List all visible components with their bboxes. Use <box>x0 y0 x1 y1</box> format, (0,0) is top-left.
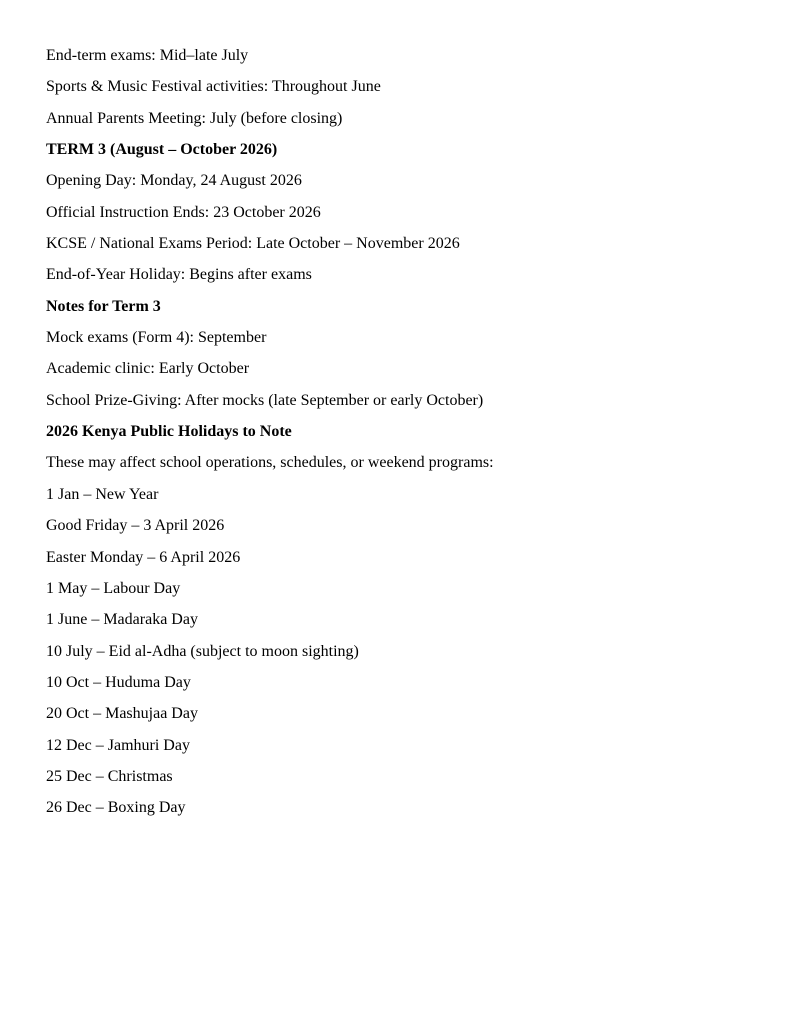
line-holiday-christmas: 25 Dec – Christmas <box>46 767 173 785</box>
line-official-instruction-ends: Official Instruction Ends: 23 October 2026 <box>46 203 321 221</box>
heading-term-3: TERM 3 (August – October 2026) <box>46 141 278 159</box>
line-holiday-jamhuri-day: 12 Dec – Jamhuri Day <box>46 736 190 754</box>
line-annual-parents-meeting: Annual Parents Meeting: July (before closing) <box>46 109 343 127</box>
line-sports-music-festival: Sports & Music Festival activities: Throughout June <box>46 78 381 96</box>
line-holidays-intro: These may affect school operations, schedules, or weekend programs: <box>46 454 494 472</box>
line-holiday-madaraka-day: 1 June – Madaraka Day <box>46 611 198 629</box>
line-mock-exams: Mock exams (Form 4): September <box>46 329 267 347</box>
line-end-of-year-holiday: End-of-Year Holiday: Begins after exams <box>46 266 312 284</box>
line-holiday-eid-al-adha: 10 July – Eid al-Adha (subject to moon sighting) <box>46 642 359 660</box>
line-holiday-boxing-day: 26 Dec – Boxing Day <box>46 799 186 817</box>
line-kcse-exams-period: KCSE / National Exams Period: Late October – November 2026 <box>46 235 460 253</box>
heading-notes-term-3: Notes for Term 3 <box>46 297 161 315</box>
line-holiday-new-year: 1 Jan – New Year <box>46 485 159 503</box>
line-holiday-mashujaa-day: 20 Oct – Mashujaa Day <box>46 705 198 723</box>
line-school-prize-giving: School Prize-Giving: After mocks (late September or early October) <box>46 391 484 409</box>
heading-2026-public-holidays: 2026 Kenya Public Holidays to Note <box>46 423 292 441</box>
line-academic-clinic: Academic clinic: Early October <box>46 360 250 378</box>
line-holiday-huduma-day: 10 Oct – Huduma Day <box>46 673 191 691</box>
line-end-term-exams: End-term exams: Mid–late July <box>46 47 249 64</box>
line-holiday-easter-monday: Easter Monday – 6 April 2026 <box>46 548 241 566</box>
line-holiday-labour-day: 1 May – Labour Day <box>46 579 181 597</box>
line-holiday-good-friday: Good Friday – 3 April 2026 <box>46 517 225 535</box>
line-opening-day: Opening Day: Monday, 24 August 2026 <box>46 172 302 190</box>
